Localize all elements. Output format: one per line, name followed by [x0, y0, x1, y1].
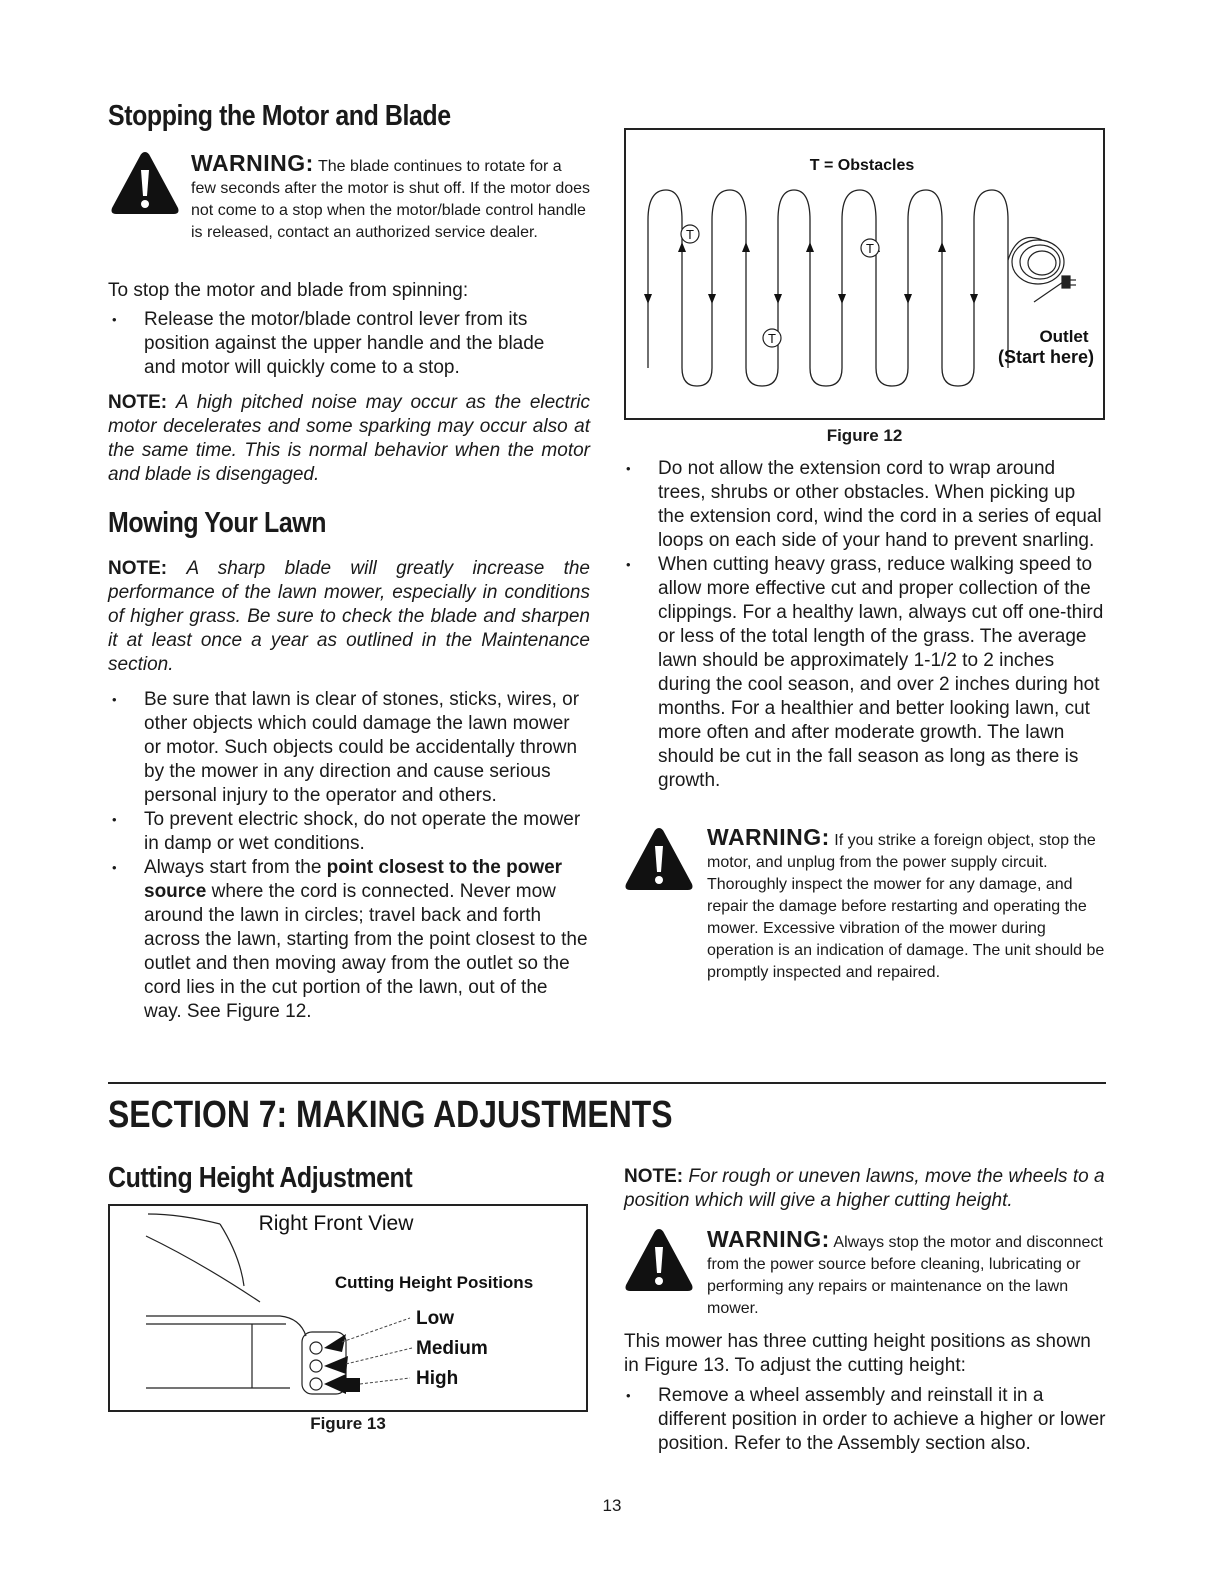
obstacle-icon — [681, 225, 699, 243]
figure-12 — [624, 128, 1105, 420]
stopping-note — [108, 391, 590, 487]
bullet-text: Always start from the — [144, 857, 322, 878]
section-7-heading: SECTION 7: MAKING ADJUSTMENTS — [108, 1094, 673, 1136]
warning-text: If you strike a foreign object, stop the motor, and unplug from the power supply circuit. Thoroughly inspect the mower for any damage, and repair the damage before restarting and operating the mower. Excessive vibration of the mower during operation is an indication of damage. The unit should be promptly inspected and repaired. — [707, 832, 1105, 981]
right-list — [622, 457, 1104, 793]
high-label: High — [416, 1368, 459, 1389]
adjust-list — [622, 1384, 1106, 1456]
warning-block-1 — [191, 152, 591, 244]
mowing-note — [108, 557, 590, 677]
warning-text: Always stop the motor and disconnect from the power source before cleaning, lubricating or performing any repairs or maintenance on the lawn mower. — [707, 1234, 1103, 1317]
warning-triangle-icon — [110, 150, 180, 216]
medium-label: Medium — [416, 1338, 488, 1359]
figure-13-subtitle: Cutting Height Positions — [334, 1273, 534, 1292]
start-here-label: (Start here) — [997, 347, 1095, 367]
note-text: For rough or uneven lawns, move the wheels to a position which will give a higher cutting height. — [624, 1166, 1105, 1211]
list-item: • To prevent electric shock, do not operate the mower in damp or wet conditions. — [108, 808, 590, 856]
stopping-heading: Stopping the Motor and Blade — [108, 100, 451, 132]
mowing-heading: Mowing Your Lawn — [108, 507, 327, 539]
figure-13-caption: Figure 13 — [310, 1414, 386, 1433]
cord-reel-icon — [1008, 238, 1076, 303]
height-holes — [310, 1342, 322, 1390]
figure-12-caption: Figure 12 — [826, 426, 903, 445]
mowing-path — [648, 190, 1008, 386]
list-item: • Release the motor/blade control lever from its position against the upper handle and the blade and motor will quickly come to a stop. — [108, 308, 578, 380]
list-item: • Be sure that lawn is clear of stones, sticks, wires, or other objects which could damage the lawn mower or motor. Such objects could be accidentally thrown by the mower in any direction and cause serious personal injury to the operator and others. — [108, 688, 590, 808]
note-label: NOTE: — [624, 1166, 684, 1187]
svg-text:T: T — [866, 241, 874, 256]
cutting-height-heading: Cutting Height Adjustment — [108, 1162, 413, 1194]
page-number: 13 — [602, 1496, 622, 1515]
stopping-list — [108, 308, 578, 380]
note-label: NOTE: — [108, 392, 168, 413]
list-item — [108, 856, 590, 1024]
bullet-bold-text: point closest to the power source — [144, 857, 563, 902]
note-text: A high pitched noise may occur as the electric motor decelerates and some sparking may occur also at the same time. This is normal behavior when the motor and blade is disengaged. — [108, 392, 590, 485]
bullet-text: where the cord is connected. Never mow around the lawn in circles; travel back and forth across the lawn, starting from the point closest to the outlet and then moving away from the outlet so the cord lies in the cut portion of the lawn, out of the way. See Figure 12. — [144, 881, 588, 1022]
stopping-intro: To stop the motor and blade from spinning: — [108, 280, 469, 301]
low-label: Low — [416, 1308, 454, 1329]
leader-lines — [342, 1318, 412, 1384]
adjust-intro: This mower has three cutting height positions as shown in Figure 13. To adjust the cutting height: — [624, 1331, 1091, 1376]
figure-13 — [108, 1204, 588, 1412]
obstacle-icon — [861, 239, 879, 257]
outlet-label: Outlet — [1039, 327, 1089, 346]
warning-label: WARNING: — [707, 1226, 830, 1252]
warning-block-3 — [707, 1228, 1107, 1320]
svg-text:T: T — [686, 227, 694, 242]
list-item: • Do not allow the extension cord to wrap around trees, shrubs or other obstacles. When picking up the extension cord, wind the cord in a series of equal loops on each side of your hand to prevent snarling. — [622, 457, 1104, 553]
note-label: NOTE: — [108, 558, 168, 579]
warning-triangle-icon — [624, 1227, 694, 1293]
note-text: A sharp blade will greatly increase the performance of the lawn mower, especially in conditions of higher grass. Be sure to check the blade and sharpen it at least once a year as outlined in the Maintenance section. — [108, 558, 590, 675]
adjust-note — [624, 1165, 1108, 1213]
warning-text: The blade continues to rotate for a few seconds after the motor is shut off. If the motor does not come to a stop when the motor/blade control handle is released, contact an authorized service dealer. — [191, 158, 591, 241]
direction-arrows — [644, 242, 978, 304]
svg-text:T: T — [768, 331, 776, 346]
list-item: • When cutting heavy grass, reduce walking speed to allow more effective cut and proper collection of the clippings. For a healthy lawn, always cut off one-third or less of the total length of the grass. The average lawn should be approximately 1-1/2 to 2 inches during the cool season, and over 2 inches during hot months. For a healthier and better looking lawn, cut more often and after moderate growth. The lawn should be cut in the fall season as long as there is growth. — [622, 553, 1104, 793]
warning-label: WARNING: — [191, 150, 314, 176]
section-divider — [108, 1082, 1106, 1084]
warning-block-2 — [707, 826, 1107, 984]
warning-triangle-icon — [624, 826, 694, 892]
list-item: • Remove a wheel assembly and reinstall it in a different position in order to achieve a higher or lower position. Refer to the Assembly section also. — [622, 1384, 1106, 1456]
warning-label: WARNING: — [707, 824, 830, 850]
obstacle-icon — [763, 329, 781, 347]
position-arrows — [324, 1334, 360, 1394]
mowing-list — [108, 688, 590, 1024]
figure-12-legend: T = Obstacles — [809, 157, 915, 174]
figure-13-title: Right Front View — [258, 1212, 414, 1235]
